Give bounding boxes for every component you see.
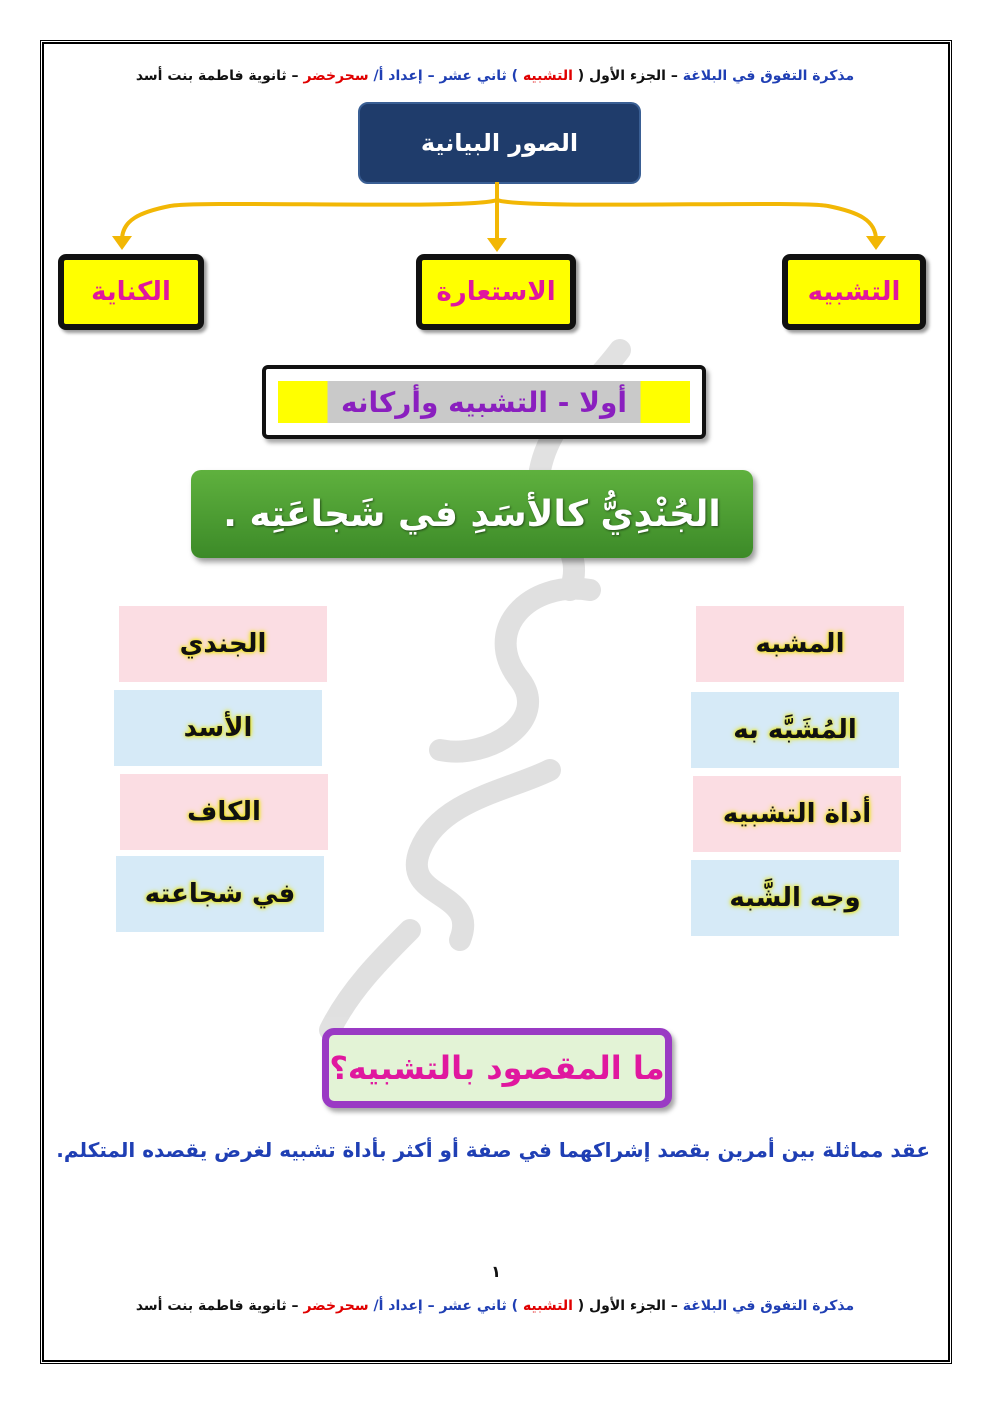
- branch-istiara: الاستعارة: [416, 254, 576, 330]
- footer-grade: ) ثاني عشر – إعداد أ/: [373, 1298, 519, 1314]
- footer-topic: التشبيه: [522, 1298, 573, 1314]
- pillar-value: الأسد: [114, 690, 322, 766]
- footer-author: سحرخضر: [303, 1298, 369, 1314]
- header-part: – الجزء الأول (: [577, 68, 678, 84]
- pillar-label: أداة التشبيه: [693, 776, 901, 852]
- header-school: – ثانوية فاطمة بنت أسد: [135, 68, 299, 84]
- branch-kinaya: الكناية: [58, 254, 204, 330]
- question-box: ما المقصود بالتشبيه؟: [322, 1028, 672, 1108]
- definition-text: عقد مماثلة بين أمرين بقصد إشراكهما في صفة أو أكثر بأداة تشبيه لغرض يقصده المتكلم.: [56, 1138, 930, 1162]
- footer-school: – ثانوية فاطمة بنت أسد: [135, 1298, 299, 1314]
- header-grade: ) ثاني عشر – إعداد أ/: [373, 68, 519, 84]
- header-title: مذكرة التفوق في البلاغة: [682, 68, 855, 84]
- footer-part: – الجزء الأول (: [577, 1298, 678, 1314]
- page-footer: [60, 1298, 930, 1314]
- header-author: سحرخضر: [303, 68, 369, 84]
- footer-title: مذكرة التفوق في البلاغة: [682, 1298, 855, 1314]
- pillar-value: الكاف: [120, 774, 328, 850]
- section-title: [262, 365, 706, 439]
- section-title-text: أولا - التشبيه وأركانه: [278, 381, 690, 423]
- pillar-label: المُشَبَّه به: [691, 692, 899, 768]
- diagram-connector: [0, 0, 992, 260]
- pillar-label: المشبه: [696, 606, 904, 682]
- diagram-root: الصور البيانية: [358, 102, 641, 184]
- header-topic: التشبيه: [522, 68, 573, 84]
- page-number: ١: [491, 1262, 501, 1281]
- pillar-value: الجندي: [119, 606, 327, 682]
- branch-tashbih: التشبيه: [782, 254, 926, 330]
- pillar-value: في شجاعته: [116, 856, 324, 932]
- pillar-label: وجه الشَّبه: [691, 860, 899, 936]
- example-sentence: الجُنْدِيُّ كالأسَدِ في شَجاعَتِه .: [191, 470, 753, 558]
